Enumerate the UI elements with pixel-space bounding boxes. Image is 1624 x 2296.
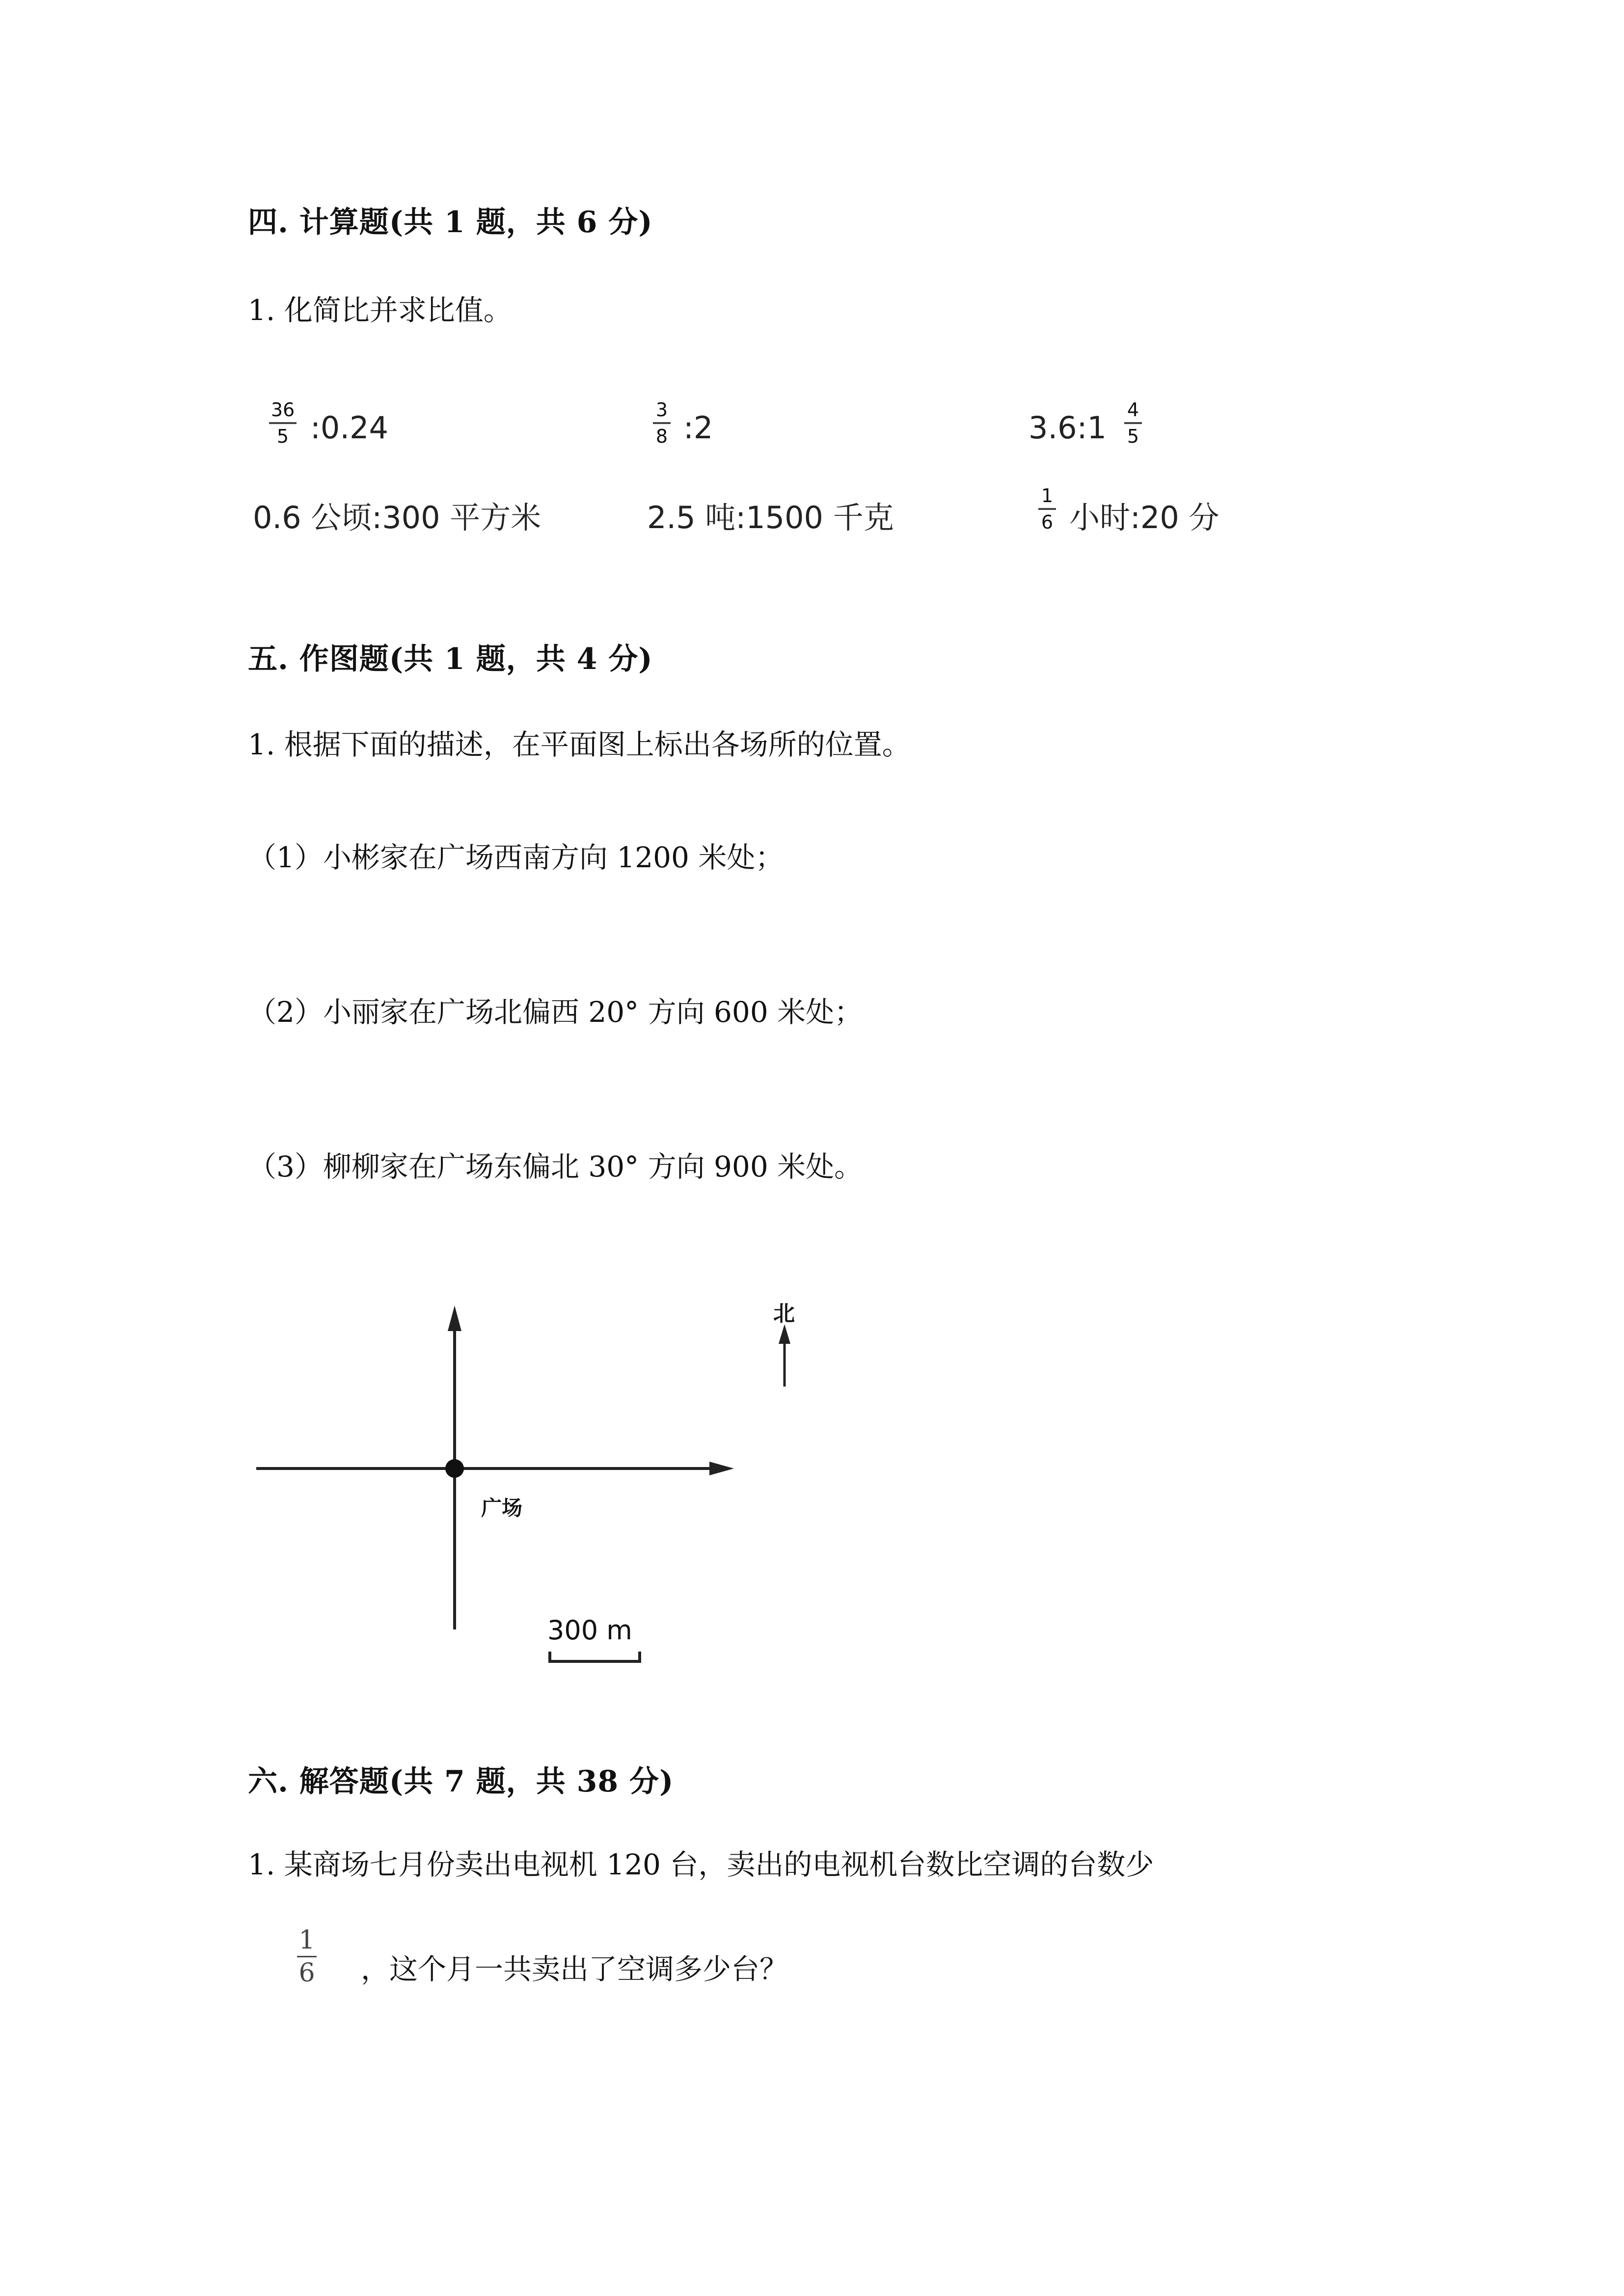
- section-4-heading: 四. 计算题(共 1 题，共 6 分): [248, 205, 653, 240]
- north-axis-arrowhead: [448, 1306, 461, 1331]
- expr-3-denominator: 5: [1127, 426, 1139, 447]
- expr-3-ratio: 3.6:1: [1029, 410, 1107, 446]
- scale-label: 300 m: [547, 1615, 632, 1646]
- section-4-question-1: 1. 化简比并求比值。: [248, 294, 512, 327]
- description-item-1: （1）小彬家在广场西南方向 1200 米处；: [248, 841, 784, 874]
- expr-3-numerator: 4: [1127, 399, 1139, 421]
- expr-1-numerator: 36: [271, 399, 295, 421]
- question-1-denominator: 6: [298, 1958, 315, 1988]
- scale-bar: [550, 1652, 640, 1661]
- expr-2-numerator: 3: [655, 399, 668, 421]
- expr-6-numerator: 1: [1041, 485, 1054, 507]
- section-6-heading: 六. 解答题(共 7 题，共 38 分): [248, 1764, 674, 1799]
- east-arrowhead: [709, 1462, 734, 1475]
- section-6-question-1-line-1: 1. 某商场七月份卖出电视机 120 台，卖出的电视机台数比空调的台数少: [248, 1848, 1154, 1881]
- expr-4-ratio: 0.6 公顷:300 平方米: [253, 500, 541, 535]
- section-5-question-1: 1. 根据下面的描述，在平面图上标出各场所的位置。: [248, 728, 911, 761]
- section-6-question-1-line-2: ，这个月一共卖出了空调多少台？: [361, 1952, 788, 1986]
- expr-6-denominator: 6: [1041, 511, 1054, 533]
- expr-2-denominator: 8: [655, 426, 668, 447]
- question-1-numerator: 1: [298, 1925, 315, 1955]
- expr-6-ratio: 小时:20 分: [1069, 500, 1219, 535]
- north-label: 北: [773, 1301, 795, 1326]
- section-5-heading: 五. 作图题(共 1 题，共 4 分): [248, 642, 653, 676]
- expr-1-ratio: :0.24: [310, 410, 388, 446]
- expr-5-ratio: 2.5 吨:1500 千克: [647, 500, 894, 535]
- expr-1-denominator: 5: [276, 426, 289, 447]
- description-item-3: （3）柳柳家在广场东偏北 30° 方向 900 米处。: [248, 1150, 863, 1183]
- square-center-point: [445, 1459, 464, 1478]
- north-arrow-arrowhead: [779, 1324, 790, 1344]
- description-item-2: （2）小丽家在广场北偏西 20° 方向 600 米处；: [248, 995, 863, 1029]
- question-1-fraction: [297, 1926, 317, 1987]
- square-label: 广场: [481, 1496, 523, 1520]
- expr-2-ratio: :2: [683, 410, 713, 446]
